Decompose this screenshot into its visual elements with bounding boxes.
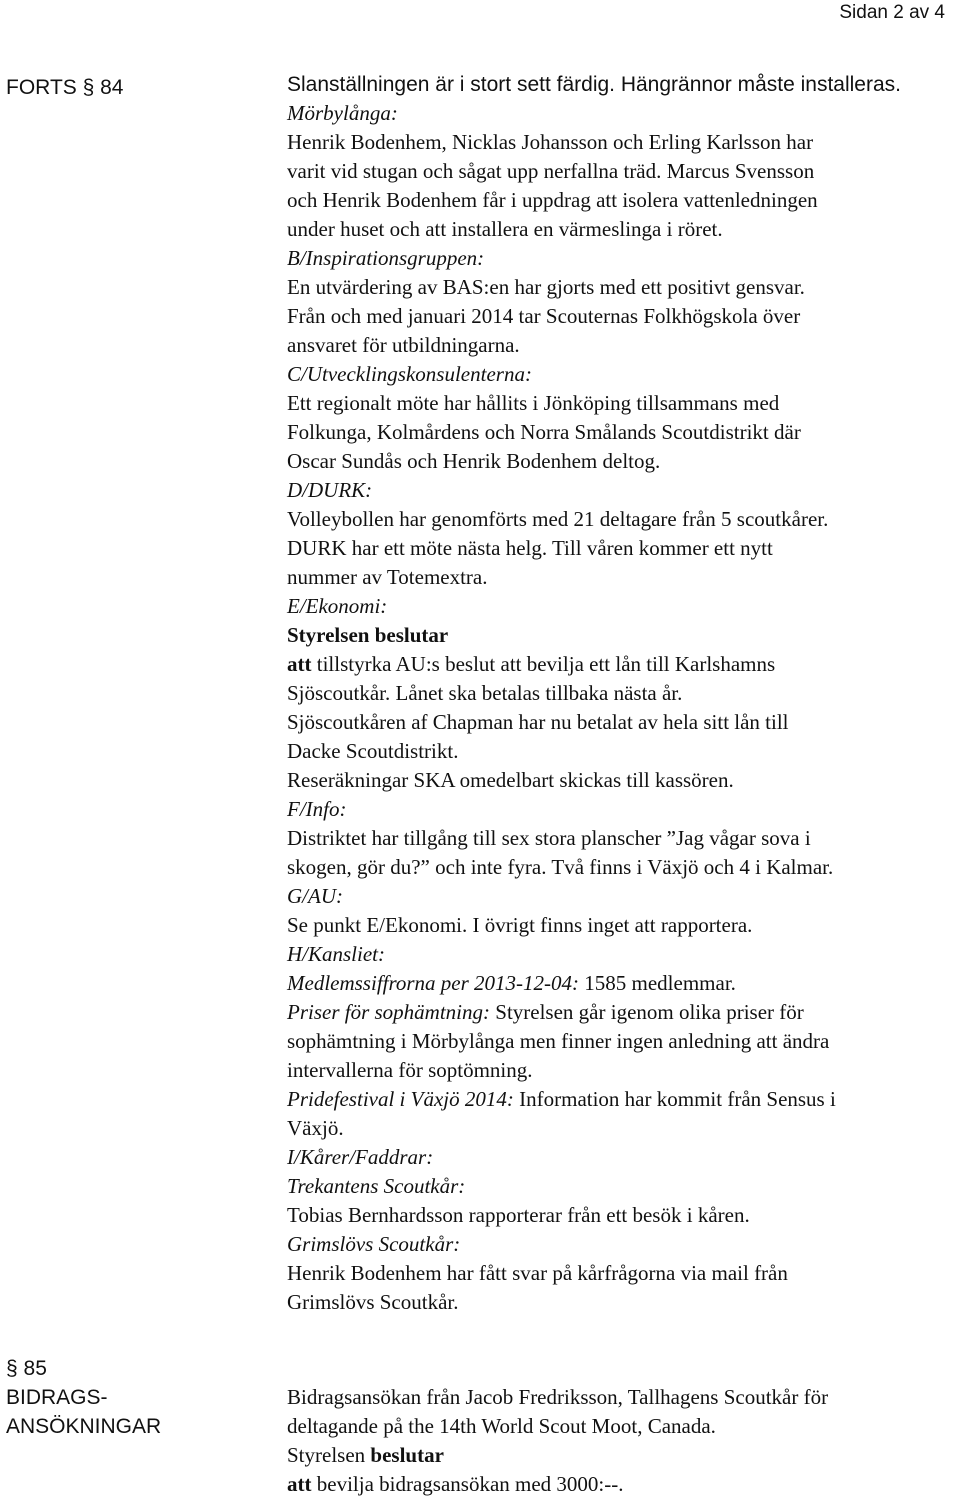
inline-text: Styrelsen går igenom olika priser för — [490, 1000, 804, 1024]
subheading: I/Kårer/Faddrar: — [287, 1145, 434, 1169]
paragraph — [287, 650, 952, 679]
att-keyword: att — [287, 652, 312, 676]
paragraph: Tobias Bernhardsson rapporterar från ett besök i kåren. — [287, 1203, 750, 1227]
inline-label: Priser för sophämtning: — [287, 1000, 491, 1024]
subheading: C/Utvecklingskonsulenterna: — [287, 362, 532, 386]
subheading: Mörbylånga: — [287, 101, 398, 125]
subheading: Trekantens Scoutkår: — [287, 1174, 466, 1198]
section-84-label — [6, 73, 124, 102]
paragraph: Slanställningen är i stort sett färdig. Hängrännor måste installeras. — [287, 73, 901, 96]
section-85-label — [6, 1354, 161, 1441]
paragraph: Reseräkningar SKA omedelbart skickas till kassören. — [287, 768, 734, 792]
subheading: G/AU: — [287, 884, 343, 908]
subheading: B/Inspirationsgruppen: — [287, 246, 485, 270]
subheading: H/Kansliet: — [287, 942, 385, 966]
paragraph: intervallerna för soptömning. — [287, 1058, 533, 1082]
paragraph: DURK har ett möte nästa helg. Till våren kommer ett nytt — [287, 536, 773, 560]
paragraph: Sjöscoutkåren af Chapman har nu betalat av hela sitt lån till — [287, 710, 789, 734]
paragraph: sophämtning i Mörbylånga men finner ingen anledning att ändra — [287, 1029, 830, 1053]
paragraph — [287, 1085, 952, 1114]
decision-text: bevilja bidragsansökan med 3000:--. — [311, 1472, 624, 1496]
paragraph: Dacke Scoutdistrikt. — [287, 739, 459, 763]
paragraph: En utvärdering av BAS:en har gjorts med ett positivt gensvar. — [287, 275, 805, 299]
paragraph: och Henrik Bodenhem får i uppdrag att isolera vattenledningen — [287, 188, 818, 212]
paragraph: Oscar Sundås och Henrik Bodenhem deltog. — [287, 449, 661, 473]
subheading: E/Ekonomi: — [287, 594, 388, 618]
subheading: D/DURK: — [287, 478, 373, 502]
decision-text: Styrelsen — [287, 1443, 371, 1467]
paragraph: Volleybollen har genomförts med 21 deltagare från 5 scoutkårer. — [287, 507, 829, 531]
page-number: Sidan 2 av 4 — [839, 2, 945, 23]
subheading: Grimslövs Scoutkår: — [287, 1232, 461, 1256]
inline-text: 1585 medlemmar. — [579, 971, 736, 995]
att-keyword: att — [287, 1472, 312, 1496]
inline-label: Medlemssiffrorna per 2013-12-04: — [287, 971, 580, 995]
paragraph: Från och med januari 2014 tar Scouternas Folkhögskola över — [287, 304, 801, 328]
paragraph: Grimslövs Scoutkår. — [287, 1290, 459, 1314]
section-85-body — [287, 1383, 952, 1499]
paragraph: Se punkt E/Ekonomi. I övrigt finns inget att rapportera. — [287, 913, 753, 937]
paragraph — [287, 969, 952, 998]
page-header — [0, 0, 960, 22]
paragraph — [287, 1470, 952, 1499]
section-title-line: ANSÖKNINGAR — [6, 1415, 162, 1438]
section-number: § 85 — [6, 1357, 47, 1380]
inline-text: Information har kommit från Sensus i — [513, 1087, 836, 1111]
paragraph: Växjö. — [287, 1116, 344, 1140]
paragraph: Bidragsansökan från Jacob Fredriksson, Tallhagens Scoutkår för — [287, 1385, 829, 1409]
paragraph: deltagande på the 14th World Scout Moot, Canada. — [287, 1414, 716, 1438]
paragraph: under huset och att installera en värmeslinga i röret. — [287, 217, 723, 241]
paragraph — [287, 1441, 952, 1470]
decision-keyword: beslutar — [370, 1443, 444, 1467]
inline-label: Pridefestival i Växjö 2014: — [287, 1087, 514, 1111]
paragraph: Folkunga, Kolmårdens och Norra Smålands Scoutdistrikt där — [287, 420, 801, 444]
paragraph: Ett regionalt möte har hållits i Jönköping tillsammans med — [287, 391, 780, 415]
paragraph: Henrik Bodenhem har fått svar på kårfrågorna via mail från — [287, 1261, 788, 1285]
section-84-body — [287, 70, 952, 1317]
decision-heading: Styrelsen beslutar — [287, 623, 449, 647]
subheading: F/Info: — [287, 797, 347, 821]
section-title-line: BIDRAGS- — [6, 1386, 108, 1409]
paragraph: skogen, gör du?” och inte fyra. Två finns i Växjö och 4 i Kalmar. — [287, 855, 834, 879]
paragraph: Sjöscoutkår. Lånet ska betalas tillbaka nästa år. — [287, 681, 683, 705]
paragraph: varit vid stugan och sågat upp nerfallna träd. Marcus Svensson — [287, 159, 815, 183]
paragraph: Henrik Bodenhem, Nicklas Johansson och Erling Karlsson har — [287, 130, 814, 154]
section-label: FORTS § 84 — [6, 76, 124, 99]
paragraph: nummer av Totemextra. — [287, 565, 488, 589]
decision-text: tillstyrka AU:s beslut att bevilja ett lån till Karlshamns — [311, 652, 776, 676]
paragraph — [287, 998, 952, 1027]
paragraph: Distriktet har tillgång till sex stora planscher ”Jag vågar sova i — [287, 826, 811, 850]
paragraph: ansvaret för utbildningarna. — [287, 333, 520, 357]
